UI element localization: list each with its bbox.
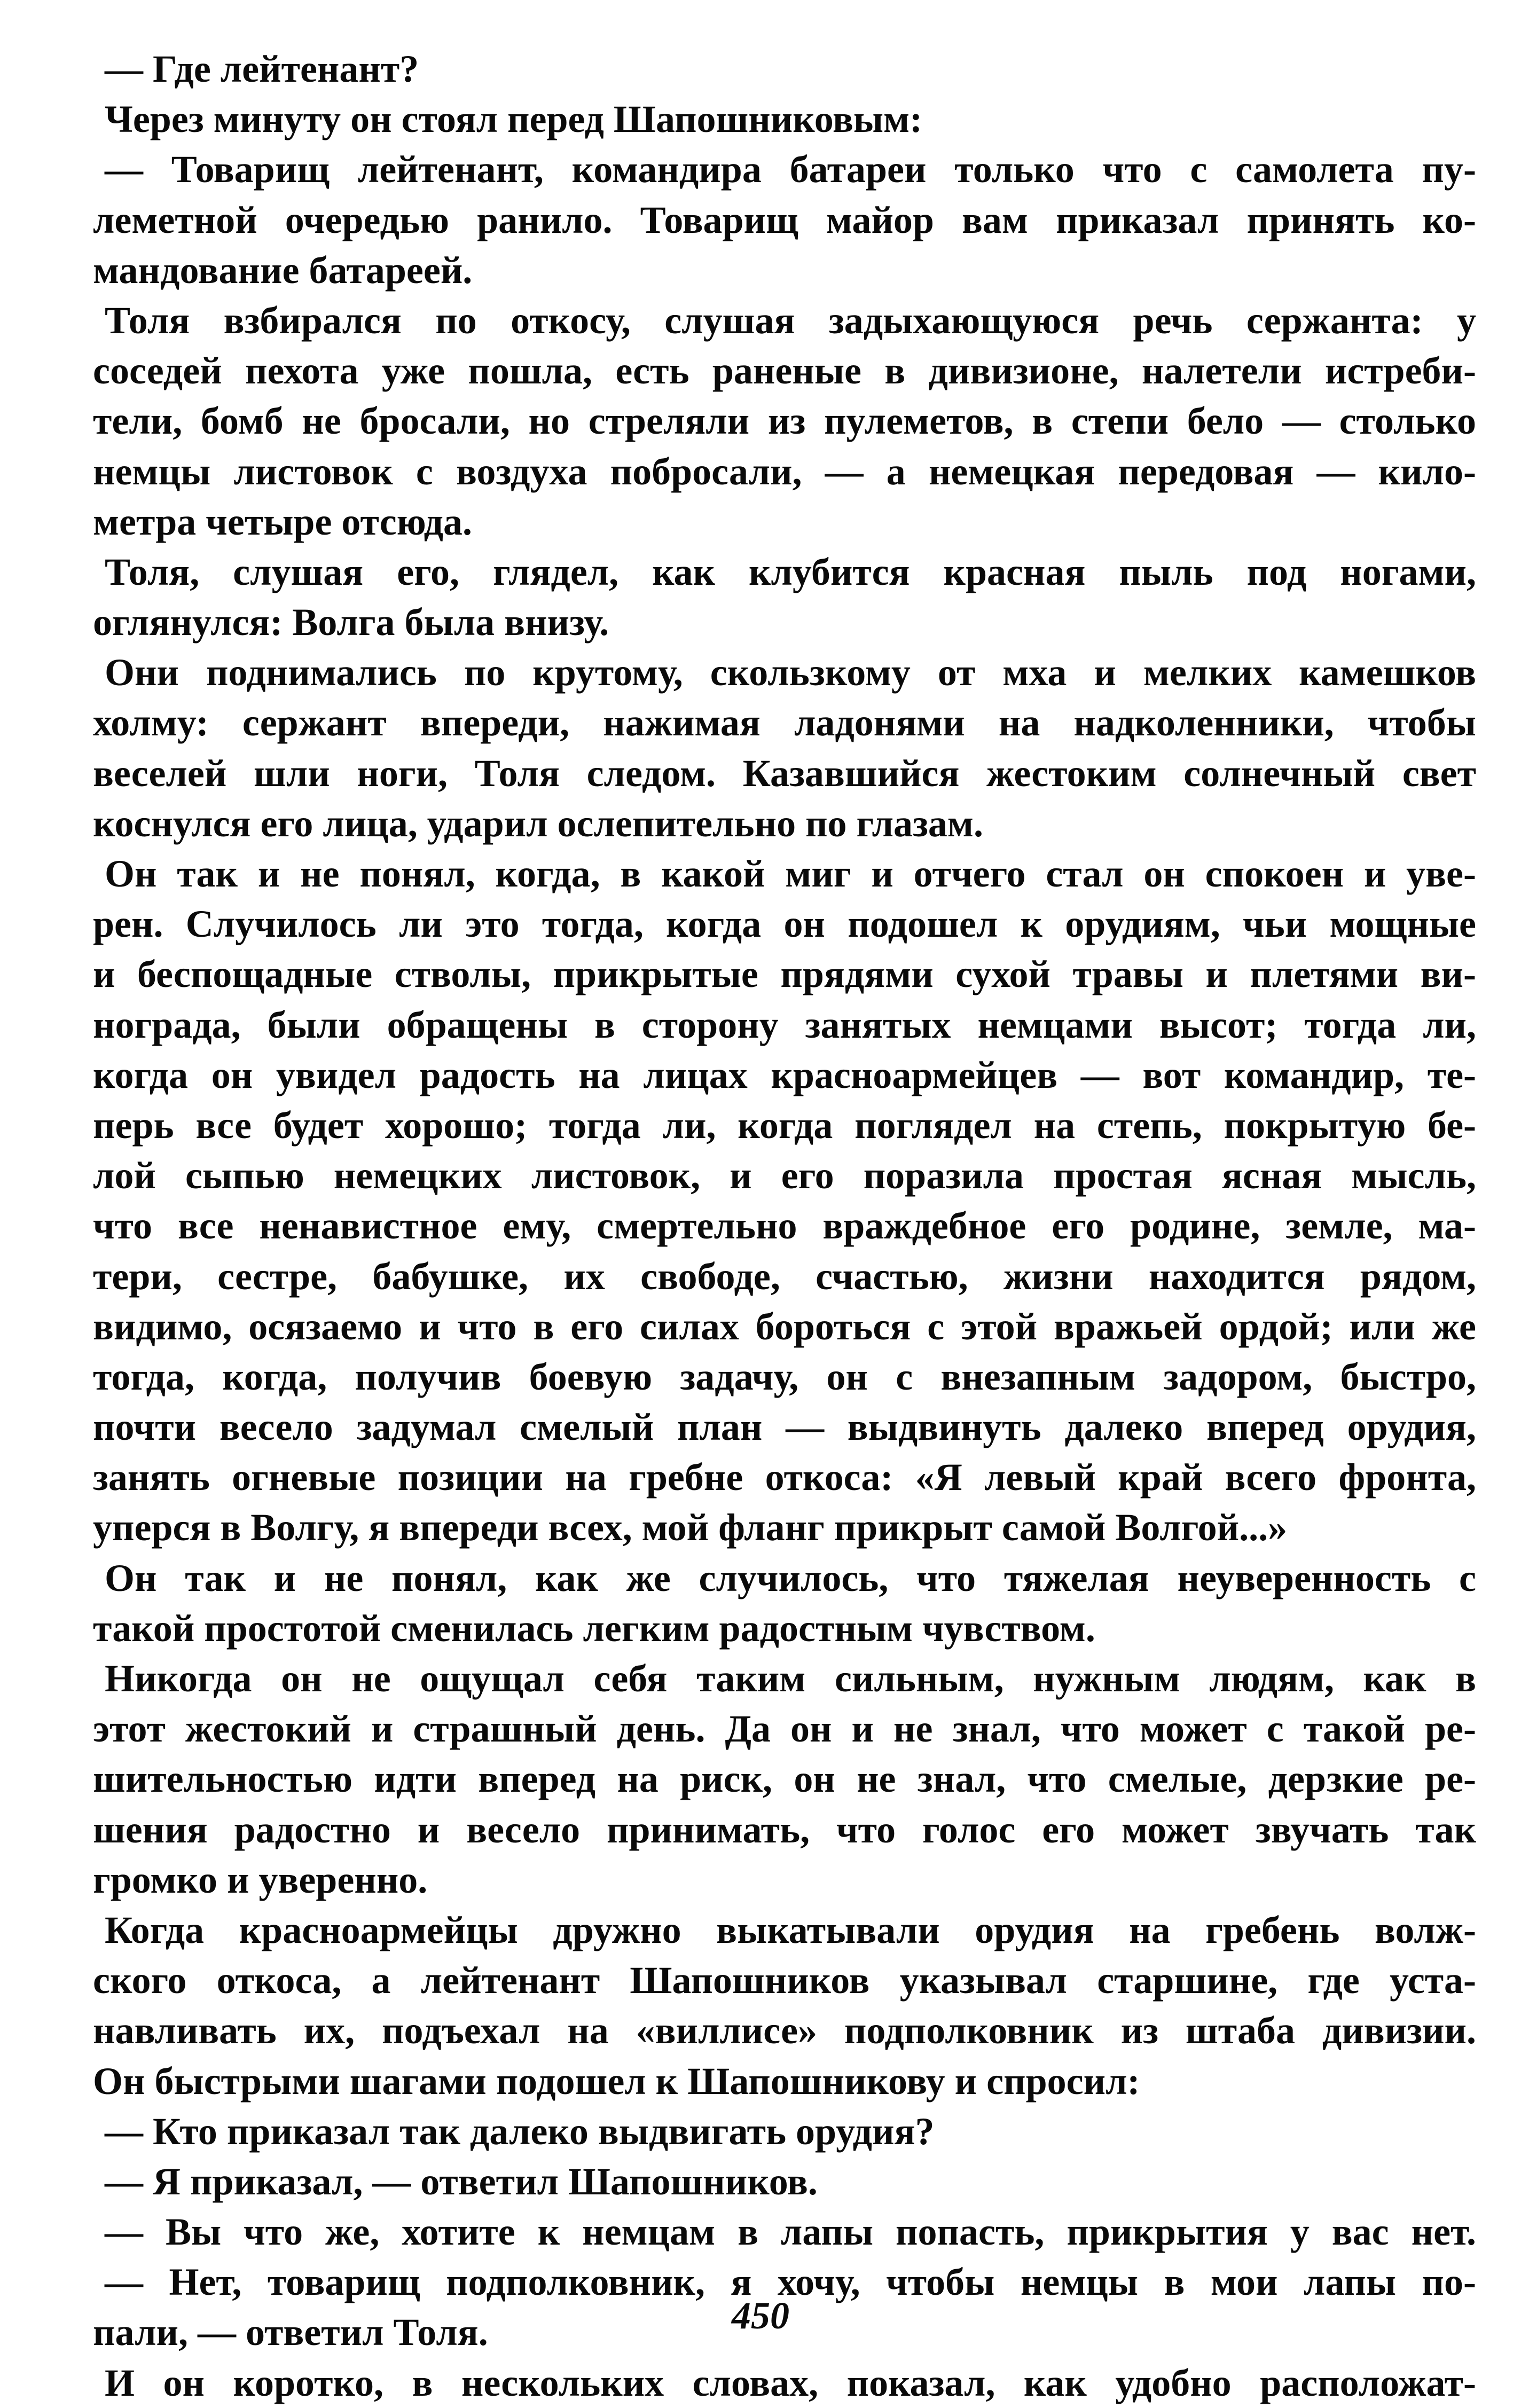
text-line: веселей шли ноги, Толя следом. Казавшийся жестоким солнечный свет bbox=[93, 751, 1476, 795]
text-line: Никогда он не ощущал себя таким сильным, нужным людям, как в bbox=[105, 1657, 1476, 1700]
text-line: оглянулся: Волга была внизу. bbox=[93, 601, 609, 644]
text-line: что все ненавистное ему, смертельно враждебное его родине, земле, ма- bbox=[93, 1204, 1476, 1248]
text-line: соседей пехота уже пошла, есть раненые в дивизионе, налетели истреби- bbox=[93, 349, 1476, 393]
text-line: — Нет, товарищ подполковник, я хочу, чтобы немцы в мои лапы по- bbox=[105, 2261, 1476, 2304]
text-line: шения радостно и весело принимать, что голос его может звучать так bbox=[93, 1808, 1476, 1851]
text-line: громко и уверенно. bbox=[93, 1858, 428, 1901]
text-line: коснулся его лица, ударил ослепительно по глазам. bbox=[93, 802, 983, 845]
text-line: перь все будет хорошо; тогда ли, когда поглядел на степь, покрытую бе- bbox=[93, 1103, 1476, 1147]
text-line: тели, бомб не бросали, но стреляли из пулеметов, в степи бело — столько bbox=[93, 399, 1476, 443]
text-line: уперся в Волгу, я впереди всех, мой фланг прикрыт самой Волгой...» bbox=[93, 1506, 1288, 1549]
text-line: мандование батареей. bbox=[93, 248, 473, 292]
text-line: рен. Случилось ли это тогда, когда он подошел к орудиям, чьи мощные bbox=[93, 903, 1476, 946]
text-line: Он быстрыми шагами подошел к Шапошникову и спросил: bbox=[93, 2059, 1140, 2103]
text-line: метра четыре отсюда. bbox=[93, 500, 473, 543]
text-line: Толя, слушая его, глядел, как клубится красная пыль под ногами, bbox=[105, 550, 1476, 593]
text-line: когда он увидел радость на лицах красноармейцев — вот командир, те- bbox=[93, 1053, 1476, 1096]
text-line: занять огневые позиции на гребне откоса: «Я левый край всего фронта, bbox=[93, 1456, 1476, 1499]
text-line: — Кто приказал так далеко выдвигать орудия? bbox=[105, 2109, 935, 2153]
text-line: нограда, были обращены в сторону занятых немцами высот; тогда ли, bbox=[93, 1003, 1476, 1046]
text-line: видимо, осязаемо и что в его силах бороться с этой вражьей ордой; или же bbox=[93, 1305, 1476, 1348]
text-line: Когда красноармейцы дружно выкатывали орудия на гребень волж- bbox=[105, 1908, 1476, 1951]
text-line: Через минуту он стоял перед Шапошниковым: bbox=[105, 98, 923, 141]
text-line: И он коротко, в нескольких словах, показал, как удобно расположат- bbox=[105, 2361, 1476, 2404]
body-text bbox=[93, 44, 1476, 2408]
text-line: — Вы что же, хотите к немцам в лапы попасть, прикрытия у вас нет. bbox=[105, 2210, 1476, 2254]
text-line: навливать их, подъехал на «виллисе» подполковник из штаба дивизии. bbox=[93, 2009, 1476, 2052]
text-line: Они поднимались по крутому, скользкому от мха и мелких камешков bbox=[105, 651, 1476, 694]
text-line: немцы листовок с воздуха побросали, — а немецкая передовая — кило- bbox=[93, 450, 1476, 493]
text-line: Он так и не понял, когда, в какой миг и отчего стал он спокоен и уве- bbox=[105, 852, 1476, 895]
text-line: Толя взбирался по откосу, слушая задыхающуюся речь сержанта: у bbox=[105, 299, 1476, 342]
text-line: Он так и не понял, как же случилось, что тяжелая неуверенность с bbox=[105, 1556, 1476, 1599]
text-line: леметной очередью ранило. Товарищ майор вам приказал принять ко- bbox=[93, 198, 1476, 241]
text-line: такой простотой сменилась легким радостным чувством. bbox=[93, 1606, 1095, 1650]
text-line: и беспощадные стволы, прикрытые прядями сухой травы и плетями ви- bbox=[93, 953, 1476, 996]
text-line: почти весело задумал смелый план — выдвинуть далеко вперед орудия, bbox=[93, 1406, 1476, 1449]
text-line: холму: сержант впереди, нажимая ладонями на надколенники, чтобы bbox=[93, 701, 1476, 744]
text-line: тери, сестре, бабушке, их свободе, счастью, жизни находится рядом, bbox=[93, 1254, 1476, 1298]
text-line: пали, — ответил Толя. bbox=[93, 2311, 488, 2354]
page-number: 450 bbox=[732, 2294, 789, 2337]
text-line: тогда, когда, получив боевую задачу, он с внезапным задором, быстро, bbox=[93, 1355, 1476, 1398]
text-line: — Товарищ лейтенант, командира батареи только что с самолета пу- bbox=[105, 148, 1476, 191]
text-line: ского откоса, а лейтенант Шапошников указывал старшине, где уста- bbox=[93, 1959, 1476, 2002]
text-line: шительностью идти вперед на риск, он не знал, что смелые, дерзкие ре- bbox=[93, 1758, 1476, 1801]
text-line: лой сыпью немецких листовок, и его поразила простая ясная мысль, bbox=[93, 1154, 1476, 1197]
text-line: — Где лейтенант? bbox=[105, 48, 419, 90]
text-line: — Я приказал, — ответил Шапошников. bbox=[105, 2160, 818, 2203]
text-line: этот жестокий и страшный день. Да он и не знал, что может с такой ре- bbox=[93, 1707, 1476, 1751]
